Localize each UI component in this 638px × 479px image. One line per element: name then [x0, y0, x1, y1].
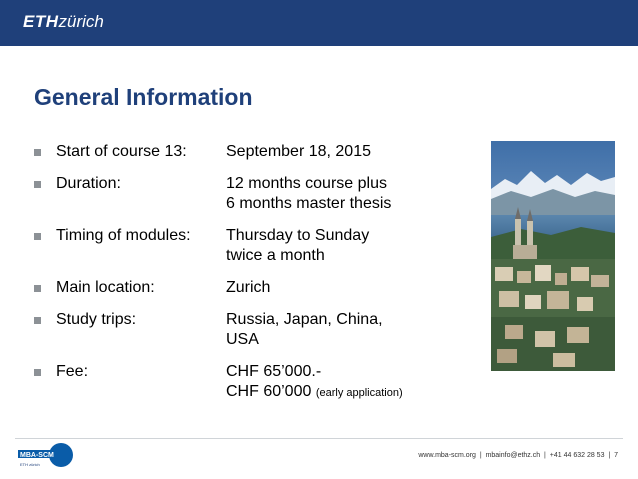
info-label: Timing of modules: [56, 227, 191, 244]
info-label: Duration: [56, 175, 121, 192]
info-label: Study trips: [56, 311, 137, 328]
bullet-icon [34, 285, 41, 292]
info-label: Start of course 13: [56, 143, 187, 160]
footer-phone: +41 44 632 28 53 [549, 452, 605, 459]
footer-separator: | [477, 452, 484, 459]
info-value [226, 310, 454, 350]
logo-eth: ETH [23, 12, 59, 31]
info-value-line: Thursday to Sunday [226, 227, 370, 244]
header-bar [0, 0, 638, 46]
bullet-icon [34, 149, 41, 156]
info-value-line: twice a month [226, 247, 325, 264]
page-number: 7 [614, 452, 618, 459]
bullet-icon [34, 317, 41, 324]
info-value-line: Russia, Japan, China, [226, 311, 383, 328]
bullet-icon [34, 181, 41, 188]
fee-note: (early application) [315, 387, 403, 399]
info-value-line: CHF 65’000.- [226, 363, 322, 380]
info-row-fee [34, 362, 454, 403]
info-label: Main location: [56, 279, 155, 296]
info-value [226, 174, 454, 214]
page-title: General Information [34, 84, 253, 110]
info-label: Fee: [56, 363, 89, 380]
info-value [226, 226, 454, 266]
logo-zurich: zürich [58, 12, 104, 31]
bullet-icon [34, 233, 41, 240]
info-value-line: USA [226, 331, 259, 348]
info-value-line: 12 months course plus [226, 175, 387, 192]
footer-contact [418, 452, 618, 459]
mba-scm-logo [16, 441, 76, 471]
info-row-trips [34, 310, 454, 350]
info-value-line: CHF 60’000 [226, 383, 312, 400]
logo-mba-scm-text: MBA-SCM [20, 452, 54, 459]
info-row-location [34, 278, 454, 298]
footer-divider [15, 438, 623, 439]
info-row-timing [34, 226, 454, 266]
footer-separator: | [542, 452, 548, 459]
footer-website[interactable]: www.mba-scm.org [418, 452, 476, 459]
info-value-line: Zurich [226, 279, 271, 296]
info-row-start [34, 142, 454, 162]
eth-zurich-logo [23, 12, 104, 32]
footer-email[interactable]: mbainfo@ethz.ch [485, 452, 541, 459]
info-value-line: 6 months master thesis [226, 195, 392, 212]
info-value [226, 142, 454, 162]
footer-separator: | [606, 452, 613, 459]
logo-eth-sub: ETH zürich [20, 462, 40, 467]
bullet-icon [34, 369, 41, 376]
info-value-line: September 18, 2015 [226, 143, 371, 160]
info-list [34, 142, 454, 415]
info-value [226, 278, 454, 298]
info-value [226, 362, 454, 403]
info-row-duration [34, 174, 454, 214]
zurich-city-photo [491, 141, 615, 371]
